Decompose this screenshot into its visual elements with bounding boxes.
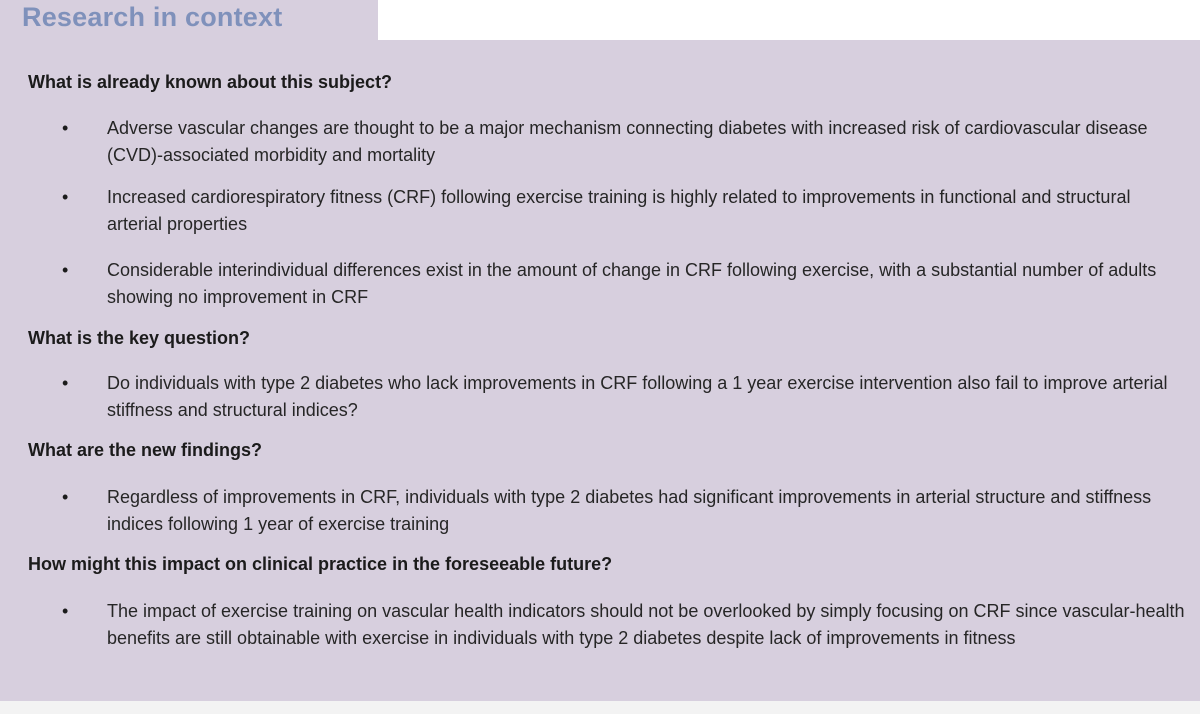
bullet-icon: • (62, 601, 69, 621)
list-item: Do individuals with type 2 diabetes who lack improvements in CRF following a 1 year exercise intervention also fail to improve arterial stiffness and structural indices? (107, 373, 1168, 420)
bullet-icon: • (62, 373, 69, 393)
section-heading-new-findings: What are the new findings? (28, 440, 263, 460)
list-item: Regardless of improvements in CRF, individuals with type 2 diabetes had significant improvements in arterial structure and stiffness indices following 1 year of exercise training (107, 487, 1152, 534)
section-heading-key-question: What is the key question? (28, 328, 251, 348)
list-item: Considerable interindividual differences exist in the amount of change in CRF following exercise, with a substantial number of adults showing no improvement in CRF (107, 260, 1157, 307)
header-tab (0, 0, 378, 40)
page-title: Research in context (22, 2, 283, 32)
bullet-icon: • (62, 260, 69, 280)
section-heading-known: What is already known about this subject? (28, 72, 393, 92)
section-heading-clinical-impact: How might this impact on clinical practice in the foreseeable future? (28, 554, 613, 574)
list-item: Adverse vascular changes are thought to be a major mechanism connecting diabetes with increased risk of cardiovascular disease (CVD)-associated morbidity and mortality (107, 118, 1148, 165)
bullet-icon: • (62, 187, 69, 207)
bullet-icon: • (62, 118, 69, 138)
bottom-margin (0, 701, 1200, 714)
bullet-icon: • (62, 487, 69, 507)
list-item: The impact of exercise training on vascular health indicators should not be overlooked by simply focusing on CRF since vascular-health benefits are still obtainable with exercise in individuals with type 2 diabetes despite lack of improvements in fitness (107, 601, 1185, 648)
list-item: Increased cardiorespiratory fitness (CRF) following exercise training is highly related to improvements in functional and structural arterial properties (107, 187, 1131, 234)
